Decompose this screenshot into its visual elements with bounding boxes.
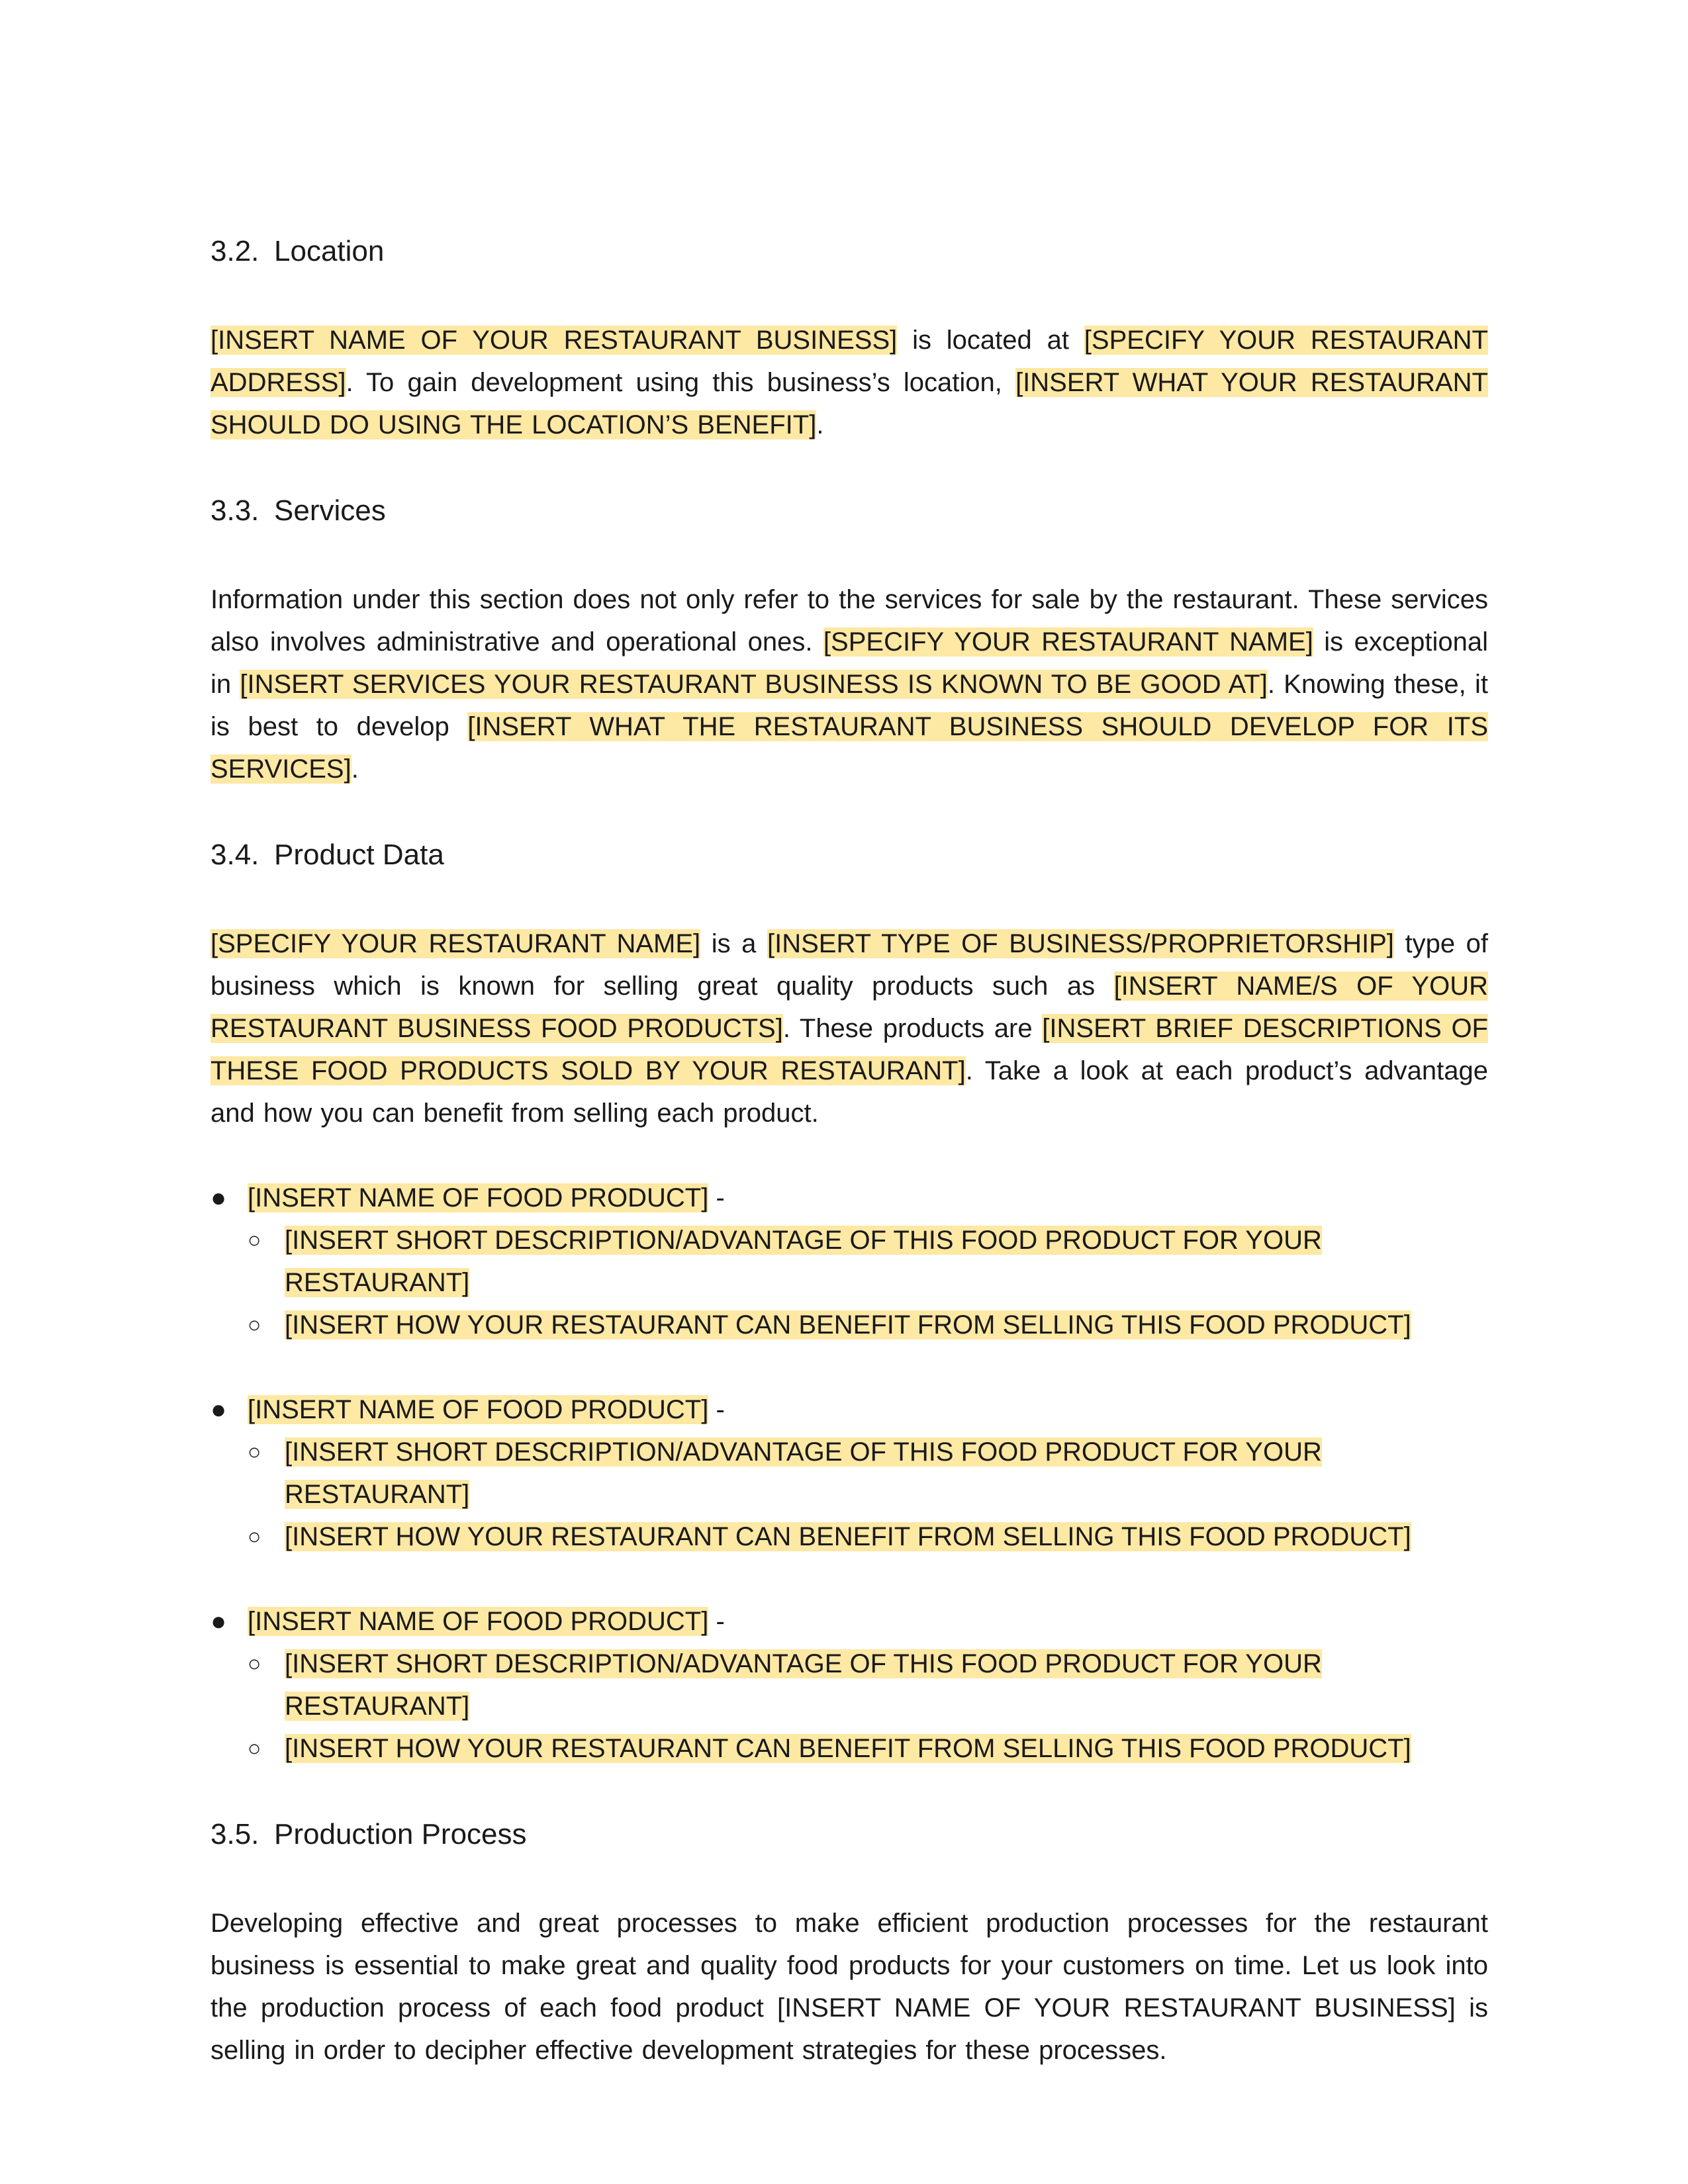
- bullet-icon: ●: [211, 1395, 227, 1424]
- placeholder-text[interactable]: [INSERT HOW YOUR RESTAURANT CAN BENEFIT FROM SELLING THIS FOOD PRODUCT]: [285, 1734, 1411, 1763]
- section-paragraph: [211, 578, 1488, 790]
- body-text: -: [708, 1607, 725, 1636]
- circle-bullet-icon: ○: [248, 1651, 261, 1676]
- document-page: [211, 232, 1488, 2071]
- section-number: 3.4.: [211, 839, 259, 871]
- placeholder-text[interactable]: [SPECIFY YOUR RESTAURANT ADDRESS]: [211, 326, 1488, 397]
- placeholder-text[interactable]: [INSERT HOW YOUR RESTAURANT CAN BENEFIT FROM SELLING THIS FOOD PRODUCT]: [285, 1522, 1411, 1551]
- circle-bullet-icon: ○: [248, 1228, 261, 1253]
- bullet-icon: ●: [211, 1607, 227, 1636]
- placeholder-text[interactable]: [INSERT SHORT DESCRIPTION/ADVANTAGE OF THIS FOOD PRODUCT FOR YOUR RESTAURANT]: [285, 1649, 1322, 1721]
- placeholder-text[interactable]: [INSERT HOW YOUR RESTAURANT CAN BENEFIT FROM SELLING THIS FOOD PRODUCT]: [285, 1310, 1411, 1340]
- product-sub-line: [211, 1516, 1488, 1558]
- placeholder-text[interactable]: [SPECIFY YOUR RESTAURANT NAME]: [211, 929, 701, 958]
- product-list-item: [211, 1600, 1488, 1770]
- product-name-placeholder[interactable]: [INSERT NAME OF FOOD PRODUCT]: [248, 1607, 709, 1636]
- section-paragraph: [211, 923, 1488, 1134]
- section-product-data: [211, 835, 1488, 1770]
- section-production-process: [211, 1815, 1488, 2071]
- section-number: 3.3.: [211, 494, 259, 527]
- section-paragraph: [211, 1902, 1488, 2071]
- circle-bullet-icon: ○: [248, 1312, 261, 1338]
- product-bullet-line: [211, 1177, 1488, 1219]
- product-name-placeholder[interactable]: [INSERT NAME OF FOOD PRODUCT]: [248, 1395, 709, 1424]
- product-sub-line: [211, 1643, 1488, 1727]
- section-title: Production Process: [274, 1818, 527, 1850]
- section-title: Product Data: [274, 839, 444, 871]
- circle-bullet-icon: ○: [248, 1439, 261, 1465]
- placeholder-text[interactable]: [INSERT SHORT DESCRIPTION/ADVANTAGE OF THIS FOOD PRODUCT FOR YOUR RESTAURANT]: [285, 1437, 1322, 1509]
- body-text: -: [708, 1183, 725, 1212]
- product-list-item: [211, 1177, 1488, 1346]
- section-services: [211, 491, 1488, 790]
- circle-bullet-icon: ○: [248, 1736, 261, 1761]
- body-text: type of business which is known for selling great quality products such as: [211, 929, 1488, 1001]
- section-location: [211, 232, 1488, 446]
- body-text: is a: [700, 929, 767, 958]
- body-text: .: [351, 754, 359, 784]
- section-paragraph: [211, 319, 1488, 446]
- placeholder-text[interactable]: [INSERT SHORT DESCRIPTION/ADVANTAGE OF THIS FOOD PRODUCT FOR YOUR RESTAURANT]: [285, 1226, 1322, 1297]
- product-sub-line: [211, 1431, 1488, 1516]
- placeholder-text[interactable]: [SPECIFY YOUR RESTAURANT NAME]: [823, 627, 1313, 657]
- body-text: -: [708, 1395, 725, 1424]
- section-number: 3.5.: [211, 1818, 259, 1850]
- section-number: 3.2.: [211, 235, 259, 267]
- section-heading: [211, 232, 1488, 271]
- body-text: . Take a look at each product’s advantage and how you can benefit from selling each product.: [211, 1056, 1488, 1128]
- product-sub-line: [211, 1219, 1488, 1304]
- body-text: is exceptional in: [211, 627, 1488, 699]
- product-name-placeholder[interactable]: [INSERT NAME OF FOOD PRODUCT]: [248, 1183, 709, 1212]
- body-text: Developing effective and great processes to make efficient production processes for the restaurant business is essential to make great and quality food products for your customers on time. Let us look into the production process of each food product [INSERT NAME OF YOUR RESTAURANT BUSINESS] is selling in order to decipher effective development strategies for these processes.: [211, 1909, 1488, 2065]
- body-text: .: [816, 410, 824, 439]
- product-sub-line: [211, 1727, 1488, 1770]
- placeholder-text[interactable]: [INSERT NAME OF YOUR RESTAURANT BUSINESS]: [211, 326, 898, 355]
- placeholder-text[interactable]: [INSERT NAME/S OF YOUR RESTAURANT BUSINESS FOOD PRODUCTS]: [211, 972, 1488, 1043]
- body-text: Information under this section does not only refer to the services for sale by the restaurant. These services also involves administrative and operational ones.: [211, 585, 1488, 657]
- product-bullet-line: [211, 1600, 1488, 1643]
- placeholder-text[interactable]: [INSERT WHAT THE RESTAURANT BUSINESS SHOULD DEVELOP FOR ITS SERVICES]: [211, 712, 1489, 784]
- body-text: . Knowing these, it is best to develop: [211, 670, 1489, 741]
- section-heading: [211, 491, 1488, 531]
- body-text: . These products are: [782, 1014, 1043, 1043]
- circle-bullet-icon: ○: [248, 1524, 261, 1549]
- placeholder-text[interactable]: [INSERT TYPE OF BUSINESS/PROPRIETORSHIP]: [767, 929, 1394, 958]
- section-heading: [211, 1815, 1488, 1854]
- placeholder-text[interactable]: [INSERT BRIEF DESCRIPTIONS OF THESE FOOD PRODUCTS SOLD BY YOUR RESTAURANT]: [211, 1014, 1488, 1085]
- section-heading: [211, 835, 1488, 875]
- placeholder-text[interactable]: [INSERT WHAT YOUR RESTAURANT SHOULD DO USING THE LOCATION’S BENEFIT]: [211, 368, 1488, 439]
- product-bullet-line: [211, 1388, 1488, 1431]
- section-title: Location: [274, 235, 385, 267]
- section-title: Services: [274, 494, 386, 527]
- product-sub-line: [211, 1304, 1488, 1346]
- body-text: . To gain development using this business’s location,: [346, 368, 1016, 397]
- product-list-item: [211, 1388, 1488, 1558]
- placeholder-text[interactable]: [INSERT SERVICES YOUR RESTAURANT BUSINESS IS KNOWN TO BE GOOD AT]: [240, 670, 1268, 699]
- bullet-icon: ●: [211, 1183, 227, 1212]
- body-text: is located at: [897, 326, 1084, 355]
